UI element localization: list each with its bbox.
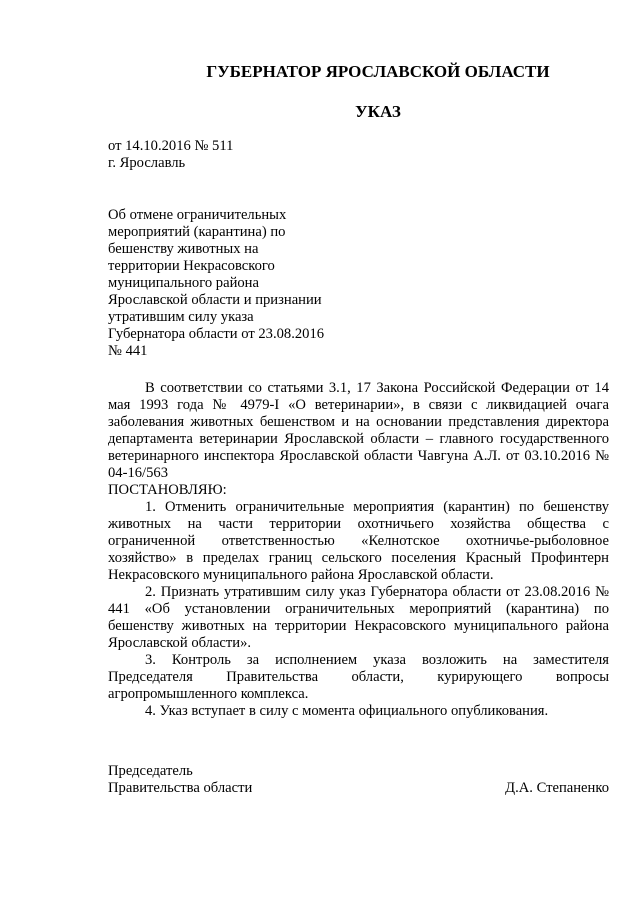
document-meta xyxy=(108,138,408,172)
subject-line: мероприятий (карантина) по xyxy=(108,224,286,240)
decree-item-4: 4. Указ вступает в силу с момента официального опубликования. xyxy=(145,703,549,719)
decree-word: ПОСТАНОВЛЯЮ: xyxy=(108,482,227,498)
signatory-name: Д.А. Степаненко xyxy=(505,780,609,796)
decree-item-1: 1. Отменить ограничительные мероприятия (карантин) по бешенству животных на части территории охотничьего хозяйства общества с ограниченной ответственностью «Келнотское охотничье-рыболовное хозяйство» в пределах границ сельского поселения Красный Профинтерн Некрасовского муниципального района Ярославской области. xyxy=(108,499,609,583)
subject-line: № 441 xyxy=(108,343,148,359)
subject-line: Об отмене ограничительных xyxy=(108,207,287,223)
subject-line: Ярославской области и признании xyxy=(108,292,322,308)
subject-line: бешенству животных на xyxy=(108,241,259,257)
document-city: г. Ярославль xyxy=(108,155,186,171)
subject-line: территории Некрасовского xyxy=(108,258,275,274)
subject-line: Губернатора области от 23.08.2016 xyxy=(108,326,325,342)
signatory-position-line2: Правительства области xyxy=(108,780,253,796)
signature-row xyxy=(108,780,609,797)
document-subject xyxy=(108,207,348,360)
subject-line: муниципального района xyxy=(108,275,259,291)
document-title: ГУБЕРНАТОР ЯРОСЛАВСКОЙ ОБЛАСТИ xyxy=(206,62,550,81)
subject-line: утратившим силу указа xyxy=(108,309,254,325)
document-type: УКАЗ xyxy=(355,102,401,121)
decree-item-2: 2. Признать утратившим силу указ Губернатора области от 23.08.2016 № 441 «Об установлении ограничительных мероприятий (карантина) по бешенству животных на территории Некрасовского муниципального района Ярославской области». xyxy=(108,584,609,651)
decree-item-3: 3. Контроль за исполнением указа возложить на заместителя Председателя Правительства области, курирующего вопросы агропромышленного комплекса. xyxy=(108,652,609,702)
signature-block xyxy=(108,763,609,797)
preamble-paragraph: В соответствии со статьями 3.1, 17 Закона Российской Федерации от 14 мая 1993 года № 4979-I «О ветеринарии», в связи с ликвидацией очага заболевания животных бешенством и на основании представления директора департамента ветеринарии Ярославской области – главного государственного ветеринарного инспектора Ярославской области Чавгуна А.Л. от 03.10.2016 № 04-16/563 xyxy=(108,380,609,481)
document-date-number: от 14.10.2016 № 511 xyxy=(108,138,234,154)
signatory-position-line1: Председатель xyxy=(108,763,193,779)
document-body xyxy=(108,380,609,720)
